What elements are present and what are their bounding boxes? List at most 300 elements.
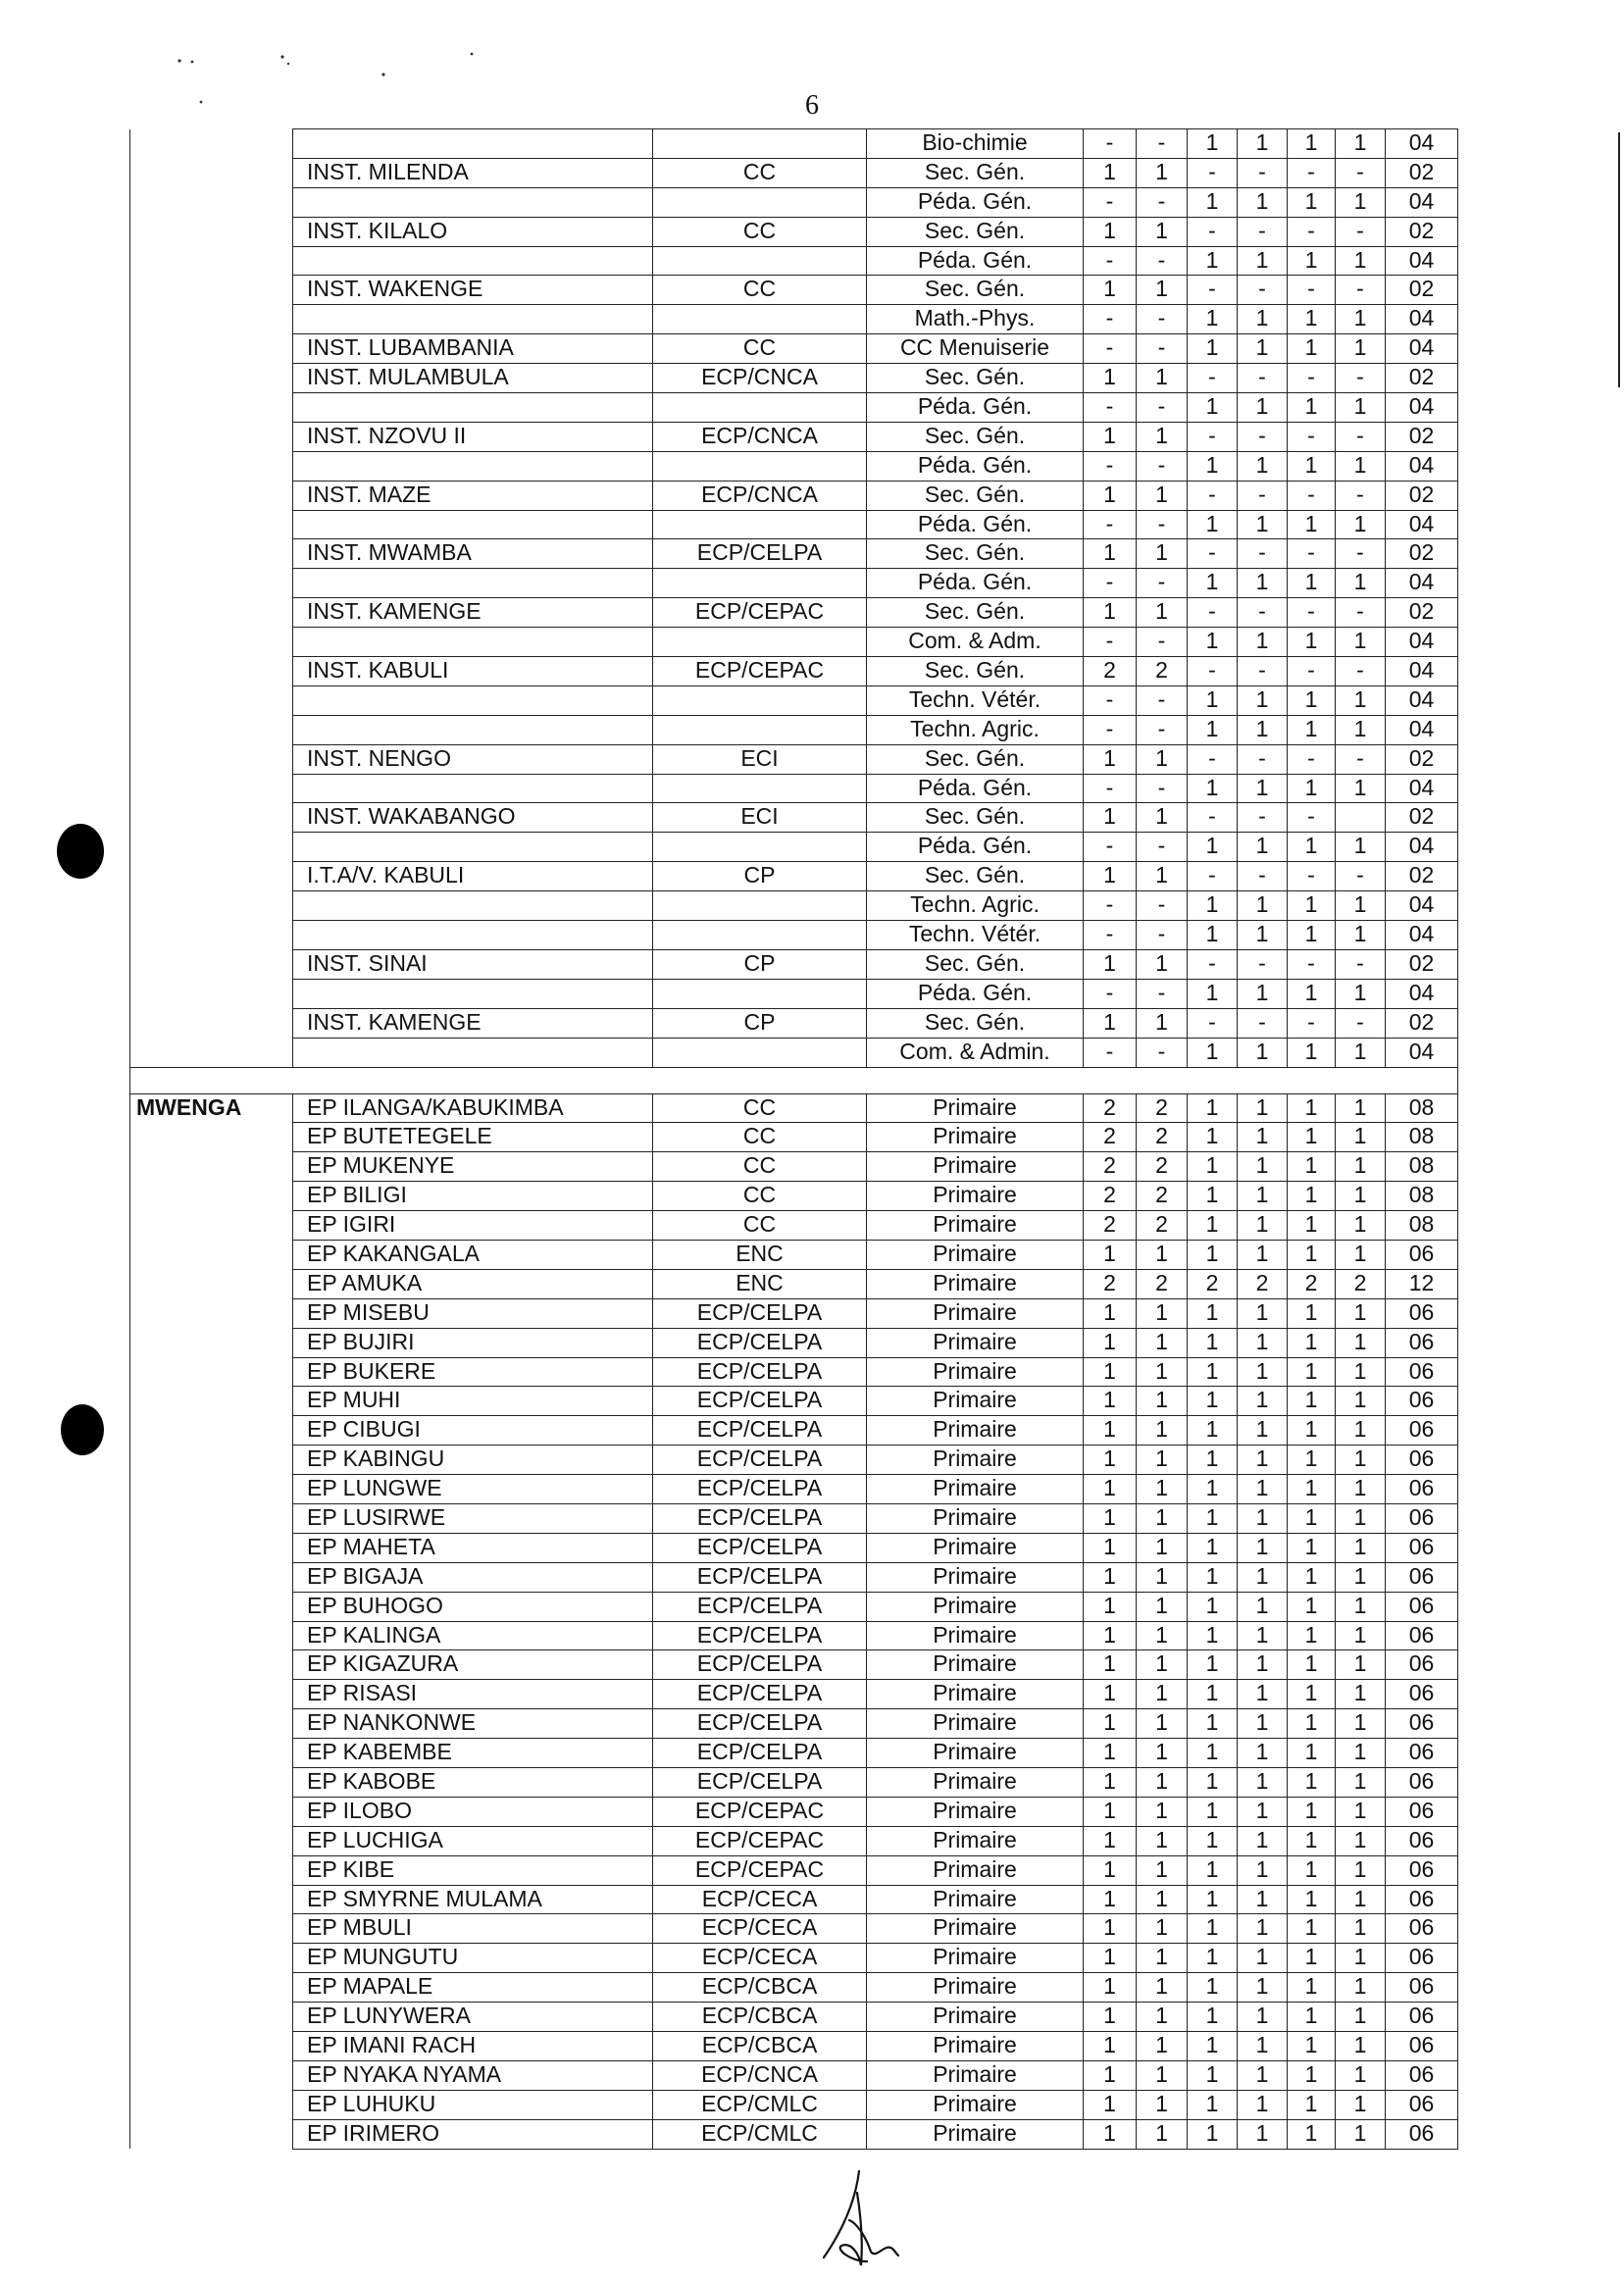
option-cell: Techn. Agric. (867, 715, 1084, 744)
table-row (130, 1709, 1458, 1739)
count-cell: 1 (1137, 481, 1188, 510)
count-cell: 1 (1336, 2003, 1386, 2032)
count-cell: - (1137, 393, 1188, 423)
table-row (130, 1680, 1458, 1709)
total-cell: 04 (1386, 833, 1458, 862)
count-cell: 1 (1137, 1650, 1188, 1680)
school-name: EP MAPALE (293, 1973, 653, 2003)
count-cell: 1 (1188, 1211, 1238, 1241)
count-cell: 1 (1288, 685, 1336, 715)
count-cell: 1 (1084, 1826, 1137, 1855)
count-cell: 1 (1137, 1446, 1188, 1475)
count-cell: 1 (1238, 246, 1288, 276)
count-cell: 1 (1137, 1739, 1188, 1768)
count-cell: 1 (1084, 1240, 1137, 1269)
count-cell: 1 (1288, 246, 1336, 276)
option-cell: Péda. Gén. (867, 569, 1084, 598)
total-cell: 06 (1386, 1709, 1458, 1739)
count-cell: 1 (1188, 305, 1238, 334)
count-cell: 1 (1336, 1709, 1386, 1739)
count-cell: 1 (1336, 1797, 1386, 1826)
table-row (130, 1008, 1458, 1038)
count-cell: 1 (1137, 1357, 1188, 1387)
count-cell: 2 (1137, 1093, 1188, 1123)
reseau-cell: ECP/CELPA (653, 1446, 867, 1475)
spacer-cell (130, 1067, 293, 1093)
reseau-cell: ECP/CELPA (653, 1533, 867, 1562)
count-cell: 1 (1288, 1387, 1336, 1416)
count-cell: 1 (1188, 451, 1238, 481)
count-cell: - (1084, 685, 1137, 715)
reseau-cell (653, 774, 867, 803)
count-cell: 1 (1336, 1182, 1386, 1211)
count-cell: - (1336, 744, 1386, 774)
option-cell: Primaire (867, 1650, 1084, 1680)
count-cell: 1 (1238, 1038, 1288, 1067)
count-cell: 1 (1336, 246, 1386, 276)
count-cell: 1 (1336, 774, 1386, 803)
total-cell: 02 (1386, 744, 1458, 774)
count-cell: - (1137, 921, 1188, 950)
school-name (293, 715, 653, 744)
count-cell: 1 (1238, 1123, 1288, 1152)
reseau-cell: CC (653, 1093, 867, 1123)
count-cell: 1 (1288, 451, 1336, 481)
total-cell: 06 (1386, 2032, 1458, 2061)
reseau-cell (653, 979, 867, 1008)
count-cell: 1 (1288, 1182, 1336, 1211)
total-cell: 02 (1386, 598, 1458, 628)
reseau-cell: ECP/CELPA (653, 1416, 867, 1446)
reseau-cell (653, 305, 867, 334)
total-cell: 06 (1386, 1446, 1458, 1475)
reseau-cell: ECP/CEPAC (653, 1855, 867, 1885)
count-cell: 1 (1336, 1767, 1386, 1797)
count-cell: 1 (1336, 1826, 1386, 1855)
total-cell: 02 (1386, 539, 1458, 569)
count-cell: 1 (1238, 1973, 1288, 2003)
option-cell: Primaire (867, 1269, 1084, 1298)
count-cell: 1 (1336, 1211, 1386, 1241)
count-cell: 1 (1288, 1797, 1336, 1826)
option-cell: Primaire (867, 1446, 1084, 1475)
option-cell: Péda. Gén. (867, 833, 1084, 862)
table-row (130, 2090, 1458, 2119)
count-cell: - (1288, 217, 1336, 246)
count-cell: 1 (1288, 1885, 1336, 1914)
total-cell: 06 (1386, 1562, 1458, 1592)
option-cell: Primaire (867, 1680, 1084, 1709)
count-cell: 1 (1084, 862, 1137, 891)
count-cell: 1 (1188, 334, 1238, 364)
count-cell: 1 (1238, 1885, 1288, 1914)
count-cell: 1 (1188, 891, 1238, 921)
spacer-cell (1288, 1067, 1336, 1093)
table-row (130, 158, 1458, 187)
total-cell: 06 (1386, 1357, 1458, 1387)
option-cell: Péda. Gén. (867, 510, 1084, 539)
count-cell: 1 (1084, 217, 1137, 246)
count-cell: 1 (1336, 1038, 1386, 1067)
count-cell: 2 (1084, 1152, 1137, 1182)
count-cell: 1 (1188, 1973, 1238, 2003)
school-name: EP MAHETA (293, 1533, 653, 1562)
reseau-cell: ECP/CMLC (653, 2090, 867, 2119)
table-row (130, 715, 1458, 744)
count-cell: 1 (1238, 1446, 1288, 1475)
total-cell: 06 (1386, 1621, 1458, 1650)
total-cell: 06 (1386, 1739, 1458, 1768)
option-cell: Primaire (867, 1885, 1084, 1914)
count-cell: 1 (1188, 2060, 1238, 2090)
total-cell: 02 (1386, 422, 1458, 451)
count-cell: 1 (1137, 1240, 1188, 1269)
count-cell: 1 (1336, 1446, 1386, 1475)
count-cell: 1 (1288, 510, 1336, 539)
count-cell: 1 (1137, 1298, 1188, 1328)
school-name (293, 1038, 653, 1067)
reseau-cell: ECP/CELPA (653, 1621, 867, 1650)
count-cell: 1 (1288, 1357, 1336, 1387)
option-cell: Sec. Gén. (867, 657, 1084, 686)
reseau-cell: ECP/CELPA (653, 1739, 867, 1768)
spacer-cell (1336, 1067, 1386, 1093)
table-row (130, 1298, 1458, 1328)
count-cell: - (1288, 803, 1336, 833)
count-cell: 1 (1188, 685, 1238, 715)
count-cell: 1 (1336, 1298, 1386, 1328)
total-cell: 08 (1386, 1182, 1458, 1211)
school-name (293, 569, 653, 598)
option-cell: Sec. Gén. (867, 481, 1084, 510)
table-row (130, 1182, 1458, 1211)
option-cell: Sec. Gén. (867, 364, 1084, 393)
count-cell: 1 (1238, 1475, 1288, 1504)
reseau-cell: CP (653, 949, 867, 979)
count-cell: 1 (1084, 2119, 1137, 2149)
count-cell: 2 (1137, 1269, 1188, 1298)
count-cell: 1 (1336, 1357, 1386, 1387)
spacer-cell (653, 1067, 867, 1093)
reseau-cell (653, 685, 867, 715)
count-cell: 1 (1188, 1240, 1238, 1269)
reseau-cell: ECP/CELPA (653, 1680, 867, 1709)
table-row (130, 862, 1458, 891)
count-cell: 1 (1084, 949, 1137, 979)
total-cell: 04 (1386, 334, 1458, 364)
reseau-cell: ECP/CELPA (653, 1709, 867, 1739)
total-cell: 04 (1386, 510, 1458, 539)
count-cell: 1 (1188, 1562, 1238, 1592)
option-cell: Primaire (867, 2090, 1084, 2119)
count-cell: - (1188, 481, 1238, 510)
count-cell: 1 (1336, 187, 1386, 217)
school-name: EP NYAKA NYAMA (293, 2060, 653, 2090)
count-cell: - (1288, 481, 1336, 510)
count-cell: 1 (1336, 1152, 1386, 1182)
count-cell: 1 (1188, 1739, 1238, 1768)
count-cell: 1 (1137, 2060, 1188, 2090)
count-cell: 1 (1288, 334, 1336, 364)
count-cell: 2 (1084, 1269, 1137, 1298)
total-cell: 04 (1386, 393, 1458, 423)
count-cell: 1 (1288, 2003, 1336, 2032)
count-cell: 1 (1084, 1446, 1137, 1475)
reseau-cell: ECP/CELPA (653, 1562, 867, 1592)
count-cell: 1 (1188, 2003, 1238, 2032)
count-cell: 1 (1238, 685, 1288, 715)
reseau-cell: ECP/CECA (653, 1944, 867, 1973)
count-cell: - (1084, 891, 1137, 921)
table-row (130, 1269, 1458, 1298)
school-name: EP KAKANGALA (293, 1240, 653, 1269)
count-cell: 1 (1238, 1592, 1288, 1621)
reseau-cell: ECP/CELPA (653, 1592, 867, 1621)
school-name: INST. LUBAMBANIA (293, 334, 653, 364)
reseau-cell: ECP/CNCA (653, 422, 867, 451)
count-cell: 1 (1336, 979, 1386, 1008)
count-cell: 1 (1288, 393, 1336, 423)
count-cell: 2 (1084, 1182, 1137, 1211)
count-cell: 1 (1238, 129, 1288, 159)
count-cell: - (1238, 744, 1288, 774)
total-cell: 06 (1386, 1240, 1458, 1269)
school-name: INST. MULAMBULA (293, 364, 653, 393)
reseau-cell (653, 451, 867, 481)
total-cell: 06 (1386, 2060, 1458, 2090)
school-name (293, 921, 653, 950)
count-cell: 1 (1336, 1475, 1386, 1504)
total-cell: 02 (1386, 949, 1458, 979)
count-cell: - (1084, 921, 1137, 950)
count-cell: 1 (1288, 1240, 1336, 1269)
table-row (130, 422, 1458, 451)
count-cell: 1 (1084, 598, 1137, 628)
count-cell: 1 (1084, 1592, 1137, 1621)
option-cell: Bio-chimie (867, 129, 1084, 159)
school-name: EP BUHOGO (293, 1592, 653, 1621)
count-cell: 1 (1137, 539, 1188, 569)
option-cell: Sec. Gén. (867, 539, 1084, 569)
reseau-cell: ECP/CEPAC (653, 657, 867, 686)
spacer-cell (1137, 1067, 1188, 1093)
total-cell: 06 (1386, 2003, 1458, 2032)
table-row (130, 891, 1458, 921)
count-cell: - (1238, 598, 1288, 628)
count-cell: - (1084, 305, 1137, 334)
option-cell: Primaire (867, 1855, 1084, 1885)
count-cell: - (1084, 1038, 1137, 1067)
option-cell: Primaire (867, 1211, 1084, 1241)
count-cell: - (1336, 949, 1386, 979)
count-cell: 1 (1238, 1328, 1288, 1357)
count-cell: 1 (1188, 1416, 1238, 1446)
count-cell: - (1084, 774, 1137, 803)
count-cell: 1 (1137, 217, 1188, 246)
count-cell: 1 (1137, 2032, 1188, 2061)
table-row (130, 276, 1458, 305)
count-cell: 1 (1188, 1680, 1238, 1709)
school-name (293, 774, 653, 803)
count-cell: - (1336, 481, 1386, 510)
count-cell: 1 (1084, 2003, 1137, 2032)
school-name: INST. MILENDA (293, 158, 653, 187)
total-cell: 06 (1386, 1855, 1458, 1885)
count-cell: 1 (1288, 305, 1336, 334)
count-cell: 1 (1137, 1592, 1188, 1621)
reseau-cell: CP (653, 1008, 867, 1038)
count-cell: 1 (1336, 305, 1386, 334)
total-cell: 02 (1386, 276, 1458, 305)
school-name: EP IMANI RACH (293, 2032, 653, 2061)
punch-hole (57, 824, 104, 879)
option-cell: Primaire (867, 1973, 1084, 2003)
count-cell: 1 (1084, 1973, 1137, 2003)
table-row (130, 451, 1458, 481)
count-cell: - (1084, 187, 1137, 217)
count-cell: 1 (1137, 1621, 1188, 1650)
count-cell: 1 (1188, 1533, 1238, 1562)
option-cell: Primaire (867, 2119, 1084, 2149)
total-cell: 06 (1386, 1298, 1458, 1328)
reseau-cell: ECP/CELPA (653, 1503, 867, 1533)
option-cell: Primaire (867, 1123, 1084, 1152)
count-cell: 1 (1238, 2032, 1288, 2061)
count-cell: 1 (1288, 1446, 1336, 1475)
reseau-cell: ECP/CELPA (653, 1650, 867, 1680)
school-name: INST. NENGO (293, 744, 653, 774)
table-row (130, 979, 1458, 1008)
school-name: INST. MAZE (293, 481, 653, 510)
reseau-cell: ECP/CECA (653, 1914, 867, 1944)
count-cell: 1 (1084, 1885, 1137, 1914)
count-cell: 1 (1084, 1739, 1137, 1768)
option-cell: Primaire (867, 1240, 1084, 1269)
count-cell: 1 (1188, 1797, 1238, 1826)
count-cell: 1 (1137, 949, 1188, 979)
total-cell: 04 (1386, 1038, 1458, 1067)
count-cell: 1 (1137, 422, 1188, 451)
table-row (130, 1826, 1458, 1855)
count-cell: 1 (1084, 2032, 1137, 2061)
count-cell: 1 (1336, 1592, 1386, 1621)
count-cell: 1 (1336, 1416, 1386, 1446)
count-cell: 1 (1137, 1328, 1188, 1357)
table-row (130, 921, 1458, 950)
table-row (130, 334, 1458, 364)
reseau-cell: ECP/CMLC (653, 2119, 867, 2149)
table-row (130, 1767, 1458, 1797)
page-number: 6 (805, 90, 819, 121)
count-cell: 1 (1288, 2060, 1336, 2090)
count-cell: 1 (1336, 1621, 1386, 1650)
school-name (293, 833, 653, 862)
count-cell: 1 (1084, 1328, 1137, 1357)
reseau-cell: ECP/CNCA (653, 364, 867, 393)
count-cell: 1 (1336, 1093, 1386, 1123)
table-row (130, 1739, 1458, 1768)
count-cell: 1 (1288, 1826, 1336, 1855)
count-cell: 1 (1288, 1739, 1336, 1768)
count-cell: 1 (1336, 685, 1386, 715)
count-cell: - (1137, 305, 1188, 334)
count-cell: 1 (1238, 1621, 1288, 1650)
total-cell: 04 (1386, 569, 1458, 598)
table-row (130, 2119, 1458, 2149)
reseau-cell: ECP/CBCA (653, 2032, 867, 2061)
table-row (130, 1416, 1458, 1446)
count-cell: 1 (1288, 774, 1336, 803)
total-cell: 04 (1386, 305, 1458, 334)
count-cell: 1 (1288, 1475, 1336, 1504)
reseau-cell: CC (653, 158, 867, 187)
count-cell: - (1188, 158, 1238, 187)
count-cell: 1 (1336, 1562, 1386, 1592)
count-cell: 1 (1238, 1298, 1288, 1328)
total-cell: 02 (1386, 803, 1458, 833)
reseau-cell: CC (653, 1123, 867, 1152)
option-cell: Sec. Gén. (867, 862, 1084, 891)
option-cell: Primaire (867, 1533, 1084, 1562)
count-cell: 1 (1238, 1093, 1288, 1123)
count-cell: 1 (1288, 1416, 1336, 1446)
count-cell: 1 (1336, 1387, 1386, 1416)
table-row (130, 1446, 1458, 1475)
table-row (130, 393, 1458, 423)
count-cell: 1 (1238, 628, 1288, 657)
count-cell: - (1137, 833, 1188, 862)
spacer-cell (1238, 1067, 1288, 1093)
count-cell: 1 (1188, 1885, 1238, 1914)
school-name: EP KIGAZURA (293, 1650, 653, 1680)
total-cell: 06 (1386, 1767, 1458, 1797)
option-cell: CC Menuiserie (867, 334, 1084, 364)
count-cell: - (1336, 158, 1386, 187)
table-row (130, 744, 1458, 774)
school-name (293, 129, 653, 159)
count-cell: 1 (1238, 1855, 1288, 1885)
count-cell: - (1288, 598, 1336, 628)
count-cell: 1 (1288, 1562, 1336, 1592)
count-cell: 1 (1336, 715, 1386, 744)
count-cell: 2 (1137, 657, 1188, 686)
table-row (130, 2060, 1458, 2090)
total-cell: 02 (1386, 217, 1458, 246)
count-cell: 1 (1084, 2090, 1137, 2119)
count-cell: 1 (1238, 1211, 1288, 1241)
table-row (130, 1211, 1458, 1241)
count-cell: - (1288, 422, 1336, 451)
count-cell: 1 (1188, 2032, 1238, 2061)
count-cell: 1 (1137, 1973, 1188, 2003)
school-name: EP LUHUKU (293, 2090, 653, 2119)
count-cell: 1 (1336, 628, 1386, 657)
option-cell: Sec. Gén. (867, 158, 1084, 187)
total-cell: 04 (1386, 451, 1458, 481)
count-cell: 1 (1336, 2032, 1386, 2061)
count-cell: 1 (1084, 276, 1137, 305)
total-cell: 04 (1386, 129, 1458, 159)
count-cell: 2 (1238, 1269, 1288, 1298)
count-cell: - (1137, 715, 1188, 744)
count-cell: 1 (1188, 1357, 1238, 1387)
count-cell: - (1188, 949, 1238, 979)
count-cell: 1 (1188, 1767, 1238, 1797)
option-cell: Primaire (867, 1503, 1084, 1533)
count-cell: - (1137, 187, 1188, 217)
table-row (130, 1328, 1458, 1357)
school-name: EP MUHI (293, 1387, 653, 1416)
